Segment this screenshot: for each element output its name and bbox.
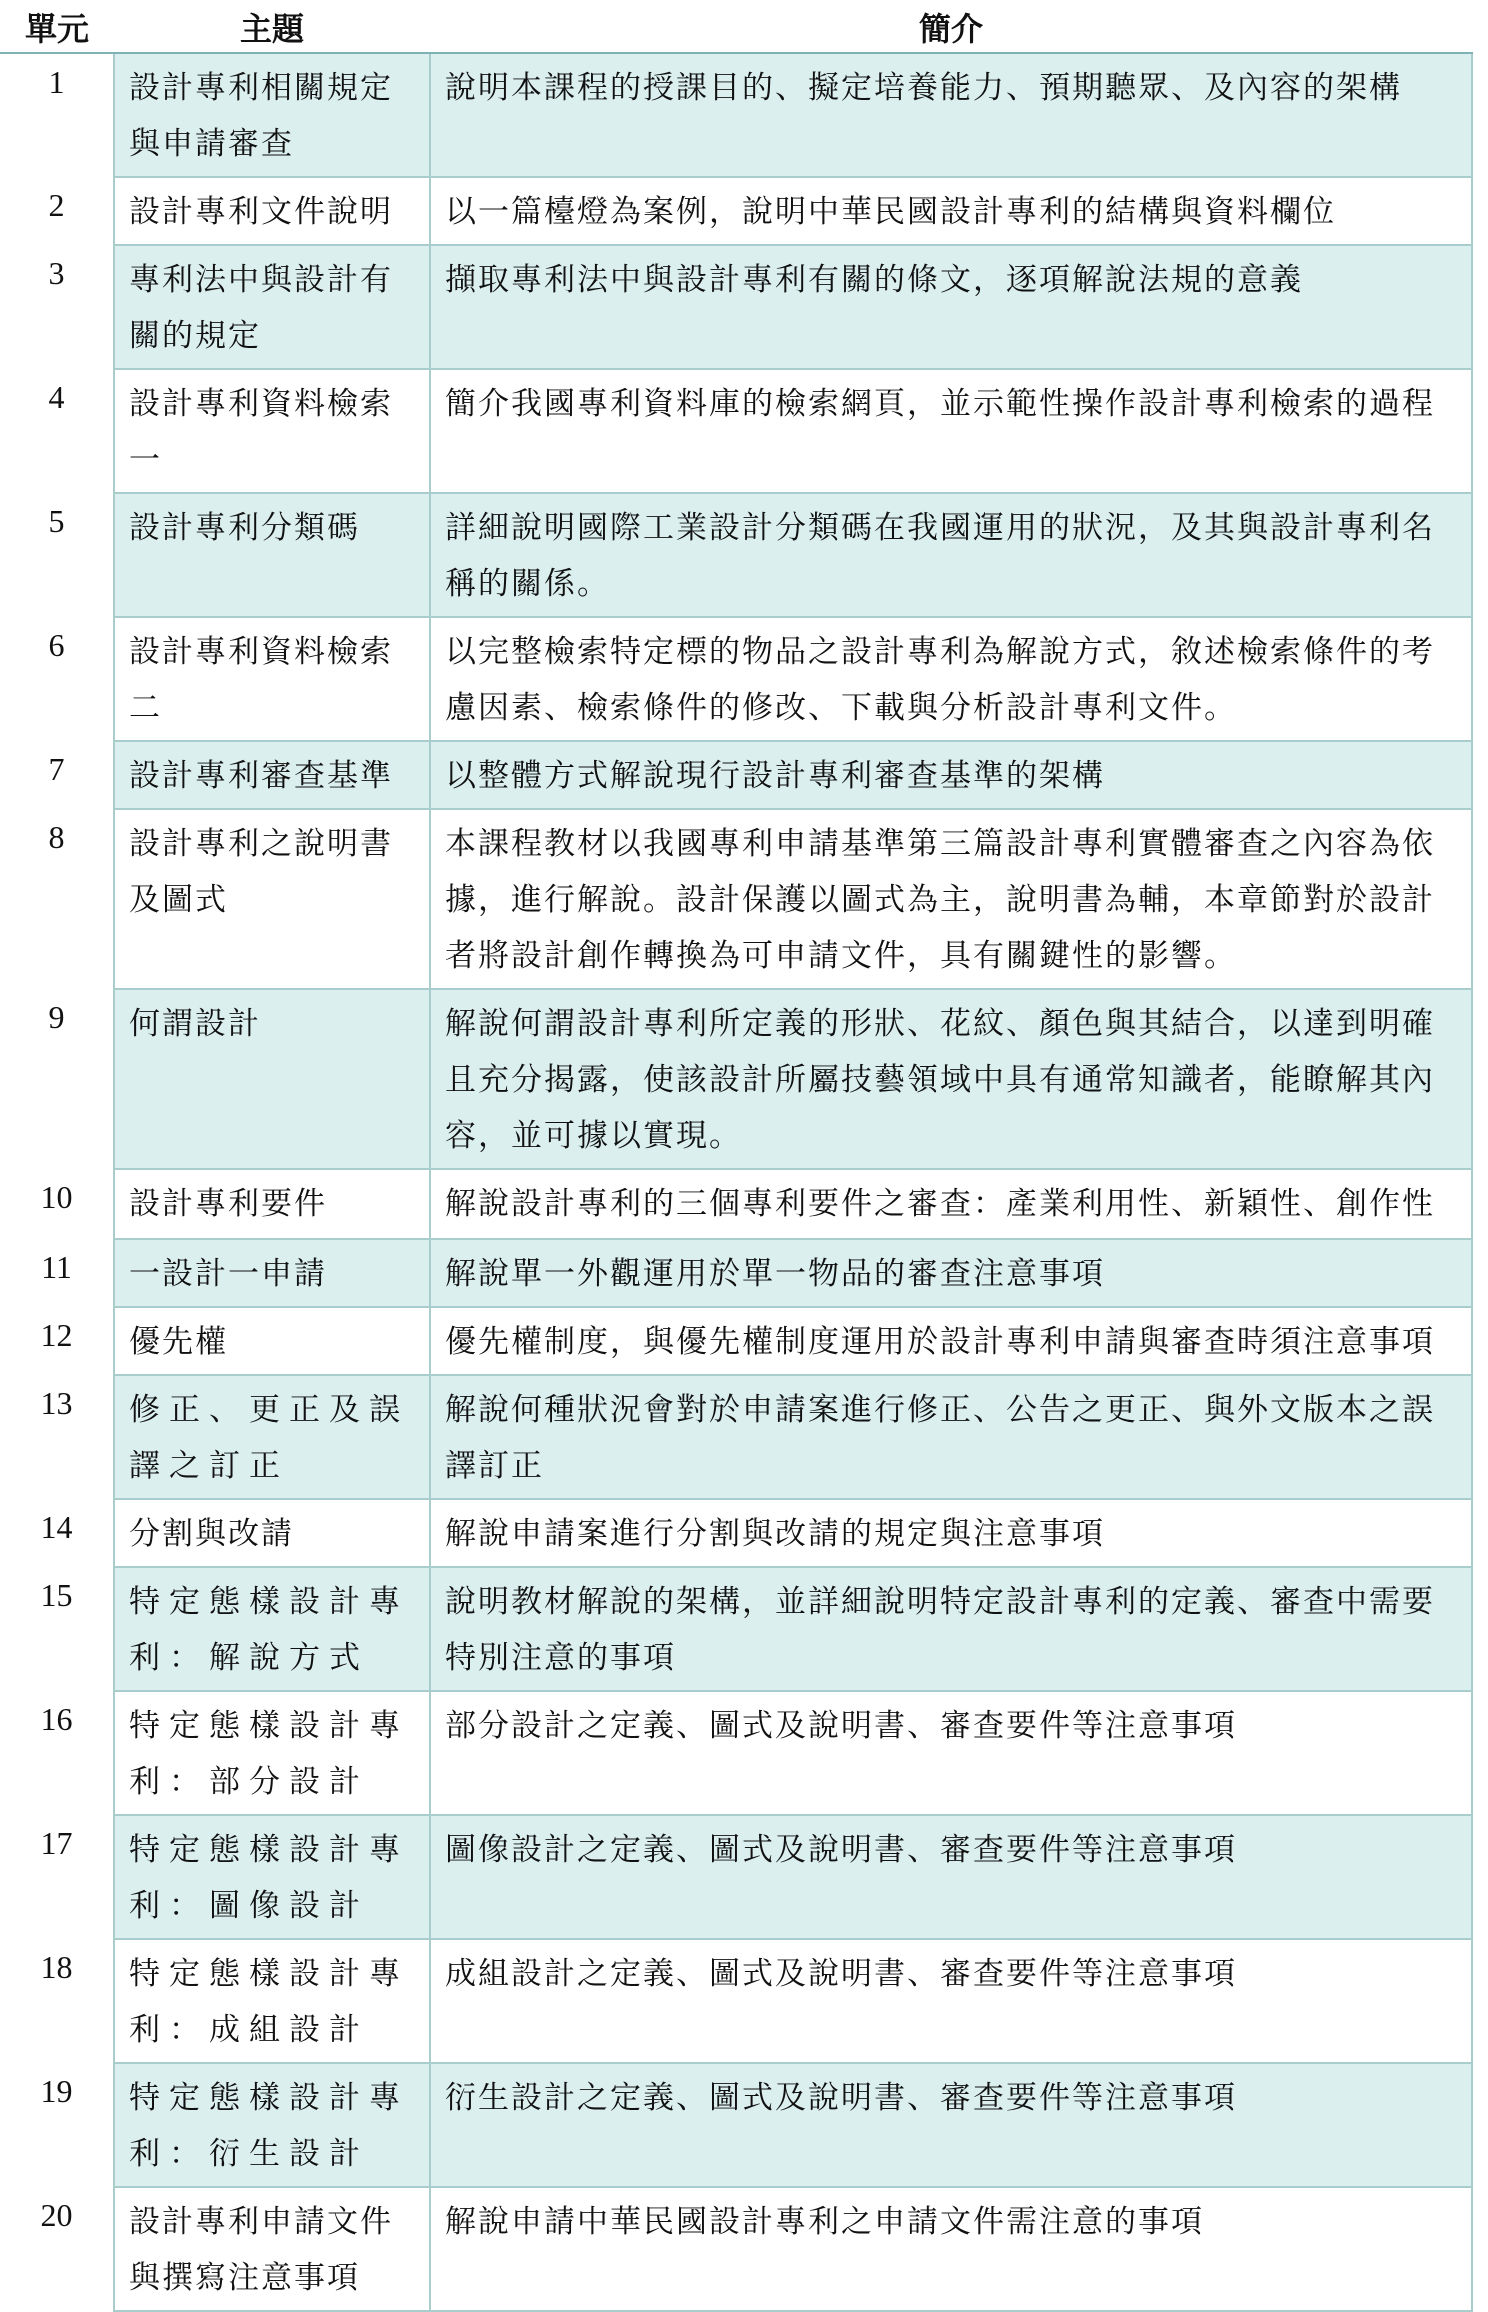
table-row (0, 1499, 1472, 1567)
unit-number: 9 (0, 989, 114, 1169)
unit-description: 解說何種狀況會對於申請案進行修正、公告之更正、與外文版本之誤譯訂正 (430, 1375, 1472, 1499)
table-row (0, 1239, 1472, 1307)
header-description: 簡介 (430, 2, 1472, 53)
table-header (0, 2, 1472, 53)
unit-number: 10 (0, 1169, 114, 1239)
unit-number: 14 (0, 1499, 114, 1567)
unit-description: 以一篇檯燈為案例，說明中華民國設計專利的結構與資料欄位 (430, 177, 1472, 245)
header-row (0, 2, 1472, 53)
unit-topic: 修正、更正及誤譯之訂正 (114, 1375, 430, 1499)
unit-description: 簡介我國專利資料庫的檢索網頁，並示範性操作設計專利檢索的過程 (430, 369, 1472, 493)
unit-topic: 設計專利申請文件與撰寫注意事項 (114, 2187, 430, 2311)
unit-number: 8 (0, 809, 114, 989)
table-row (0, 1307, 1472, 1375)
unit-topic: 一設計一申請 (114, 1239, 430, 1307)
unit-number: 7 (0, 741, 114, 809)
unit-description: 以整體方式解說現行設計專利審查基準的架構 (430, 741, 1472, 809)
unit-topic: 何謂設計 (114, 989, 430, 1169)
table-row (0, 1691, 1472, 1815)
unit-number: 11 (0, 1239, 114, 1307)
unit-number: 12 (0, 1307, 114, 1375)
header-topic: 主題 (114, 2, 430, 53)
table-row (0, 1375, 1472, 1499)
unit-description: 解說單一外觀運用於單一物品的審查注意事項 (430, 1239, 1472, 1307)
table-row (0, 2063, 1472, 2187)
unit-number: 2 (0, 177, 114, 245)
unit-topic: 設計專利資料檢索一 (114, 369, 430, 493)
unit-topic: 特定態樣設計專利：成組設計 (114, 1939, 430, 2063)
unit-topic: 設計專利相關規定與申請審查 (114, 53, 430, 177)
unit-description: 說明教材解說的架構，並詳細說明特定設計專利的定義、審查中需要特別注意的事項 (430, 1567, 1472, 1691)
unit-description: 成組設計之定義、圖式及說明書、審查要件等注意事項 (430, 1939, 1472, 2063)
table-row (0, 245, 1472, 369)
unit-topic: 特定態樣設計專利：圖像設計 (114, 1815, 430, 1939)
unit-number: 1 (0, 53, 114, 177)
table-row (0, 2187, 1472, 2311)
unit-number: 4 (0, 369, 114, 493)
unit-description: 部分設計之定義、圖式及說明書、審查要件等注意事項 (430, 1691, 1472, 1815)
unit-number: 16 (0, 1691, 114, 1815)
table-row (0, 989, 1472, 1169)
unit-number: 15 (0, 1567, 114, 1691)
unit-description: 優先權制度，與優先權制度運用於設計專利申請與審查時須注意事項 (430, 1307, 1472, 1375)
unit-description: 圖像設計之定義、圖式及說明書、審查要件等注意事項 (430, 1815, 1472, 1939)
unit-description: 解說何謂設計專利所定義的形狀、花紋、顏色與其結合，以達到明確且充分揭露，使該設計所屬技藝領域中具有通常知識者，能瞭解其內容，並可據以實現。 (430, 989, 1472, 1169)
table-row (0, 1939, 1472, 2063)
table-row (0, 617, 1472, 741)
unit-description: 衍生設計之定義、圖式及說明書、審查要件等注意事項 (430, 2063, 1472, 2187)
unit-number: 3 (0, 245, 114, 369)
table-body (0, 53, 1472, 2311)
unit-topic: 設計專利文件說明 (114, 177, 430, 245)
unit-number: 13 (0, 1375, 114, 1499)
table-row (0, 53, 1472, 177)
unit-number: 6 (0, 617, 114, 741)
unit-number: 5 (0, 493, 114, 617)
table-row (0, 1169, 1472, 1239)
unit-topic: 設計專利分類碼 (114, 493, 430, 617)
unit-description: 說明本課程的授課目的、擬定培養能力、預期聽眾、及內容的架構 (430, 53, 1472, 177)
unit-description: 詳細說明國際工業設計分類碼在我國運用的狀況，及其與設計專利名稱的關係。 (430, 493, 1472, 617)
unit-topic: 特定態樣設計專利：部分設計 (114, 1691, 430, 1815)
header-unit: 單元 (0, 2, 114, 53)
table-row (0, 177, 1472, 245)
table-row (0, 369, 1472, 493)
unit-topic: 特定態樣設計專利：解說方式 (114, 1567, 430, 1691)
unit-topic: 設計專利審查基準 (114, 741, 430, 809)
unit-description: 本課程教材以我國專利申請基準第三篇設計專利實體審查之內容為依據，進行解說。設計保護以圖式為主，說明書為輔，本章節對於設計者將設計創作轉換為可申請文件，具有關鍵性的影響。 (430, 809, 1472, 989)
unit-description: 解說申請案進行分割與改請的規定與注意事項 (430, 1499, 1472, 1567)
unit-description: 解說申請中華民國設計專利之申請文件需注意的事項 (430, 2187, 1472, 2311)
unit-topic: 分割與改請 (114, 1499, 430, 1567)
unit-topic: 設計專利要件 (114, 1169, 430, 1239)
unit-topic: 特定態樣設計專利：衍生設計 (114, 2063, 430, 2187)
table-row (0, 1567, 1472, 1691)
unit-number: 19 (0, 2063, 114, 2187)
course-units-table (0, 2, 1473, 2312)
table-row (0, 1815, 1472, 1939)
unit-topic: 設計專利之說明書及圖式 (114, 809, 430, 989)
unit-description: 解說設計專利的三個專利要件之審查：產業利用性、新穎性、創作性 (430, 1169, 1472, 1239)
unit-topic: 優先權 (114, 1307, 430, 1375)
unit-number: 20 (0, 2187, 114, 2311)
unit-description: 以完整檢索特定標的物品之設計專利為解說方式，敘述檢索條件的考慮因素、檢索條件的修改、下載與分析設計專利文件。 (430, 617, 1472, 741)
table-row (0, 493, 1472, 617)
unit-description: 擷取專利法中與設計專利有關的條文，逐項解說法規的意義 (430, 245, 1472, 369)
unit-topic: 設計專利資料檢索二 (114, 617, 430, 741)
unit-number: 18 (0, 1939, 114, 2063)
unit-topic: 專利法中與設計有關的規定 (114, 245, 430, 369)
unit-number: 17 (0, 1815, 114, 1939)
table-row (0, 809, 1472, 989)
table-row (0, 741, 1472, 809)
